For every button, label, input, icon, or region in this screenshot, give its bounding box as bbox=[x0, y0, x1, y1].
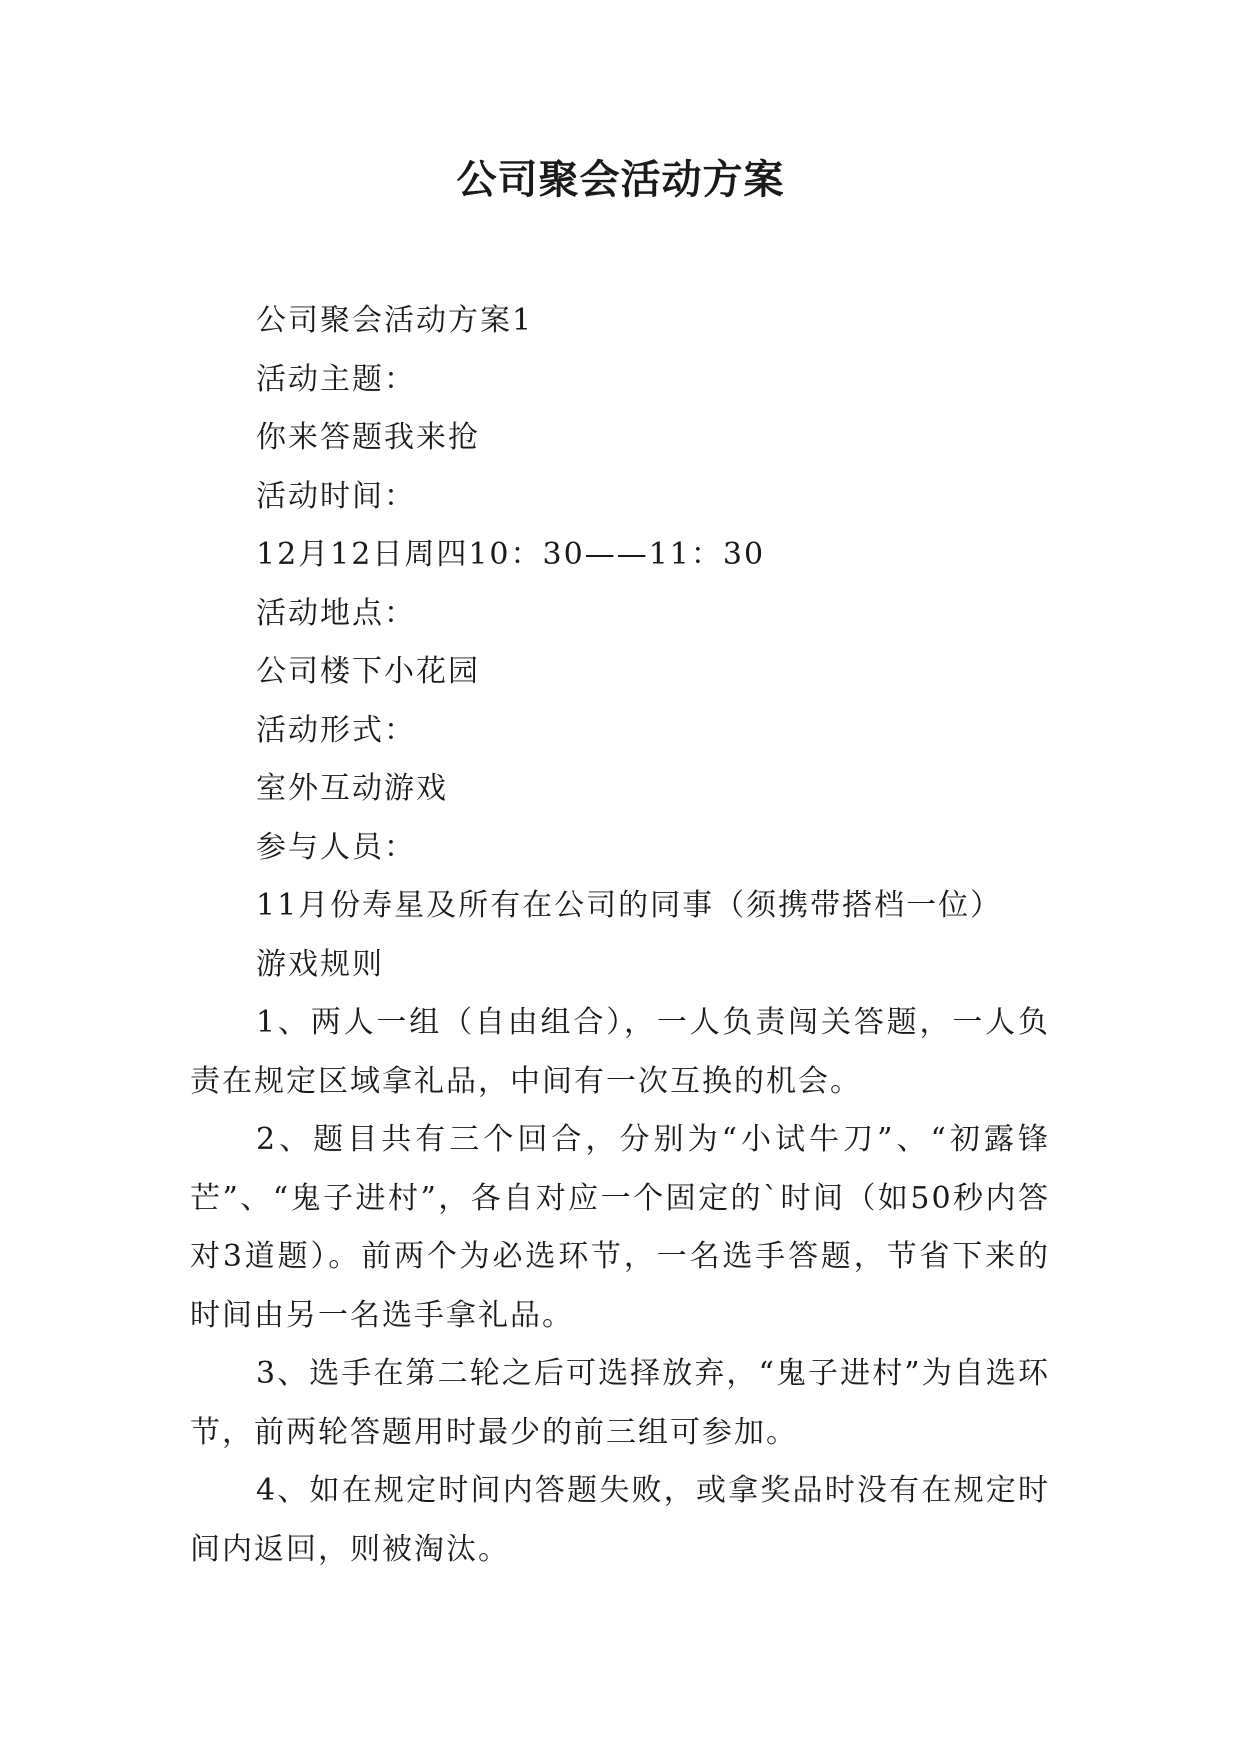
format-label: 活动形式： bbox=[256, 712, 416, 748]
rule-paragraph-4: 4、如在规定时间内答题失败，或拿奖品时没有在规定时间内返回，则被淘汰。 bbox=[190, 1473, 1050, 1567]
rule-paragraph-3: 3、选手在第二轮之后可选择放弃，“鬼子进村”为自选环节，前两轮答题用时最少的前三组可参加。 bbox=[190, 1356, 1050, 1450]
theme-value: 你来答题我来抢 bbox=[256, 420, 480, 455]
participants-value: 11月份寿星及所有在公司的同事（须携带搭档一位） bbox=[256, 888, 1003, 923]
time-label: 活动时间： bbox=[256, 478, 416, 514]
format-value: 室外互动游戏 bbox=[256, 771, 448, 806]
participants-label: 参与人员： bbox=[256, 829, 416, 865]
rule-paragraph-1: 1、两人一组（自由组合），一人负责闯关答题，一人负责在规定区域拿礼品，中间有一次互换的机会。 bbox=[190, 1005, 1050, 1099]
rules-heading: 游戏规则 bbox=[256, 946, 384, 982]
time-value: 12月12日周四10：30——11：30 bbox=[256, 537, 766, 572]
location-value: 公司楼下小花园 bbox=[256, 654, 480, 689]
document-body bbox=[190, 292, 1050, 1579]
rule-paragraph-2: 2、题目共有三个回合，分别为“小试牛刀”、“初露锋芒”、“鬼子进村”，各自对应一个固定的`时间（如50秒内答对3道题）。前两个为必选环节，一名选手答题，节省下来的时间由另一名选手拿礼品。 bbox=[190, 1122, 1050, 1333]
theme-label: 活动主题： bbox=[256, 361, 416, 397]
document-title: 公司聚会活动方案 bbox=[456, 157, 785, 203]
section-heading: 公司聚会活动方案1 bbox=[256, 303, 534, 338]
location-label: 活动地点： bbox=[256, 595, 416, 631]
